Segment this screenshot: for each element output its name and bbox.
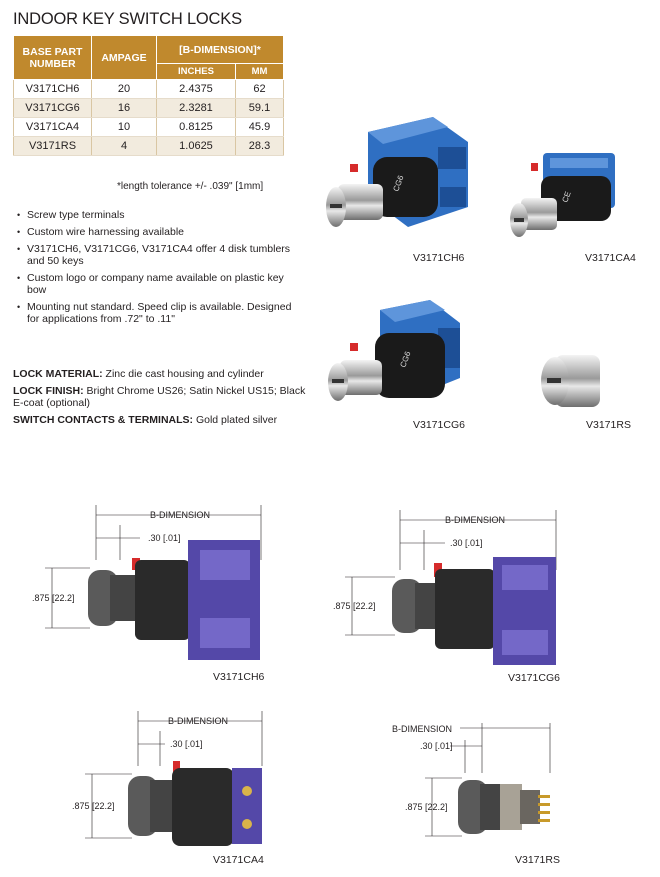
cell-amp: 16	[92, 99, 157, 118]
list-item: • Custom wire harnessing available	[17, 226, 302, 238]
cell-amp: 4	[92, 137, 157, 156]
spec-switch-contacts: SWITCH CONTACTS & TERMINALS: Gold plated silver	[13, 414, 278, 426]
cell-inches: 2.4375	[157, 80, 236, 99]
cell-part: V3171CH6	[14, 80, 92, 99]
svg-text:.875 [22.2]: .875 [22.2]	[32, 593, 75, 603]
photo-v3171cg6	[320, 298, 470, 416]
drawing-v3171ch6	[10, 500, 290, 670]
photo-v3171ca4	[505, 148, 623, 248]
cell-mm: 62	[235, 80, 283, 99]
photo-label-ca4: V3171CA4	[585, 252, 636, 264]
svg-text:B-DIMENSION: B-DIMENSION	[445, 515, 506, 525]
header-ampage: AMPAGE	[92, 36, 157, 80]
cell-inches: 1.0625	[157, 137, 236, 156]
svg-text:.30 [.01]: .30 [.01]	[420, 741, 453, 751]
drawing-v3171ca4	[60, 706, 275, 851]
switch-marking: CE	[560, 190, 573, 204]
spec-lock-finish: LOCK FINISH: Bright Chrome US26; Satin Nickel US15; Black E-coat (optional)	[13, 385, 306, 409]
photo-v3171ch6	[318, 112, 478, 247]
spec-lock-material: LOCK MATERIAL: Zinc die cast housing and cylinder	[13, 368, 264, 380]
header-b-dimension: [B-DIMENSION]*	[157, 36, 284, 64]
drawing-v3171rs	[392, 718, 560, 848]
header-base-part-number: BASE PART NUMBER	[14, 36, 92, 80]
photo-label-rs: V3171RS	[586, 419, 631, 431]
spec-table	[13, 35, 284, 156]
header-inches: INCHES	[157, 64, 236, 80]
svg-text:.875 [22.2]: .875 [22.2]	[405, 802, 448, 812]
photo-label-cg6: V3171CG6	[413, 419, 465, 431]
drawing-label-ca4: V3171CA4	[213, 854, 264, 866]
list-item: • Screw type terminals	[17, 209, 302, 221]
switch-marking: CG6	[398, 350, 413, 369]
switch-marking: CG6	[391, 174, 406, 193]
drawing-label-cg6: V3171CG6	[508, 672, 560, 684]
cell-part: V3171CG6	[14, 99, 92, 118]
material-specs	[13, 368, 313, 431]
table-row	[14, 118, 284, 137]
svg-text:.875 [22.2]: .875 [22.2]	[72, 801, 115, 811]
page-title: INDOOR KEY SWITCH LOCKS	[13, 10, 242, 28]
drawing-label-ch6: V3171CH6	[213, 671, 265, 683]
drawing-label-rs: V3171RS	[515, 854, 560, 866]
table-row	[14, 137, 284, 156]
drawing-v3171cg6	[330, 505, 560, 670]
cell-part: V3171RS	[14, 137, 92, 156]
svg-text:B-DIMENSION: B-DIMENSION	[392, 724, 453, 734]
tolerance-note: *length tolerance +/- .039" [1mm]	[117, 181, 264, 192]
svg-text:.875 [22.2]: .875 [22.2]	[333, 601, 376, 611]
svg-text:.30 [.01]: .30 [.01]	[148, 533, 181, 543]
feature-list	[17, 209, 302, 330]
svg-text:B-DIMENSION: B-DIMENSION	[150, 510, 211, 520]
svg-text:.30 [.01]: .30 [.01]	[450, 538, 483, 548]
cell-mm: 59.1	[235, 99, 283, 118]
table-row	[14, 99, 284, 118]
cell-amp: 20	[92, 80, 157, 99]
photo-v3171rs	[535, 345, 607, 415]
table-row	[14, 80, 284, 99]
svg-text:B-DIMENSION: B-DIMENSION	[168, 716, 229, 726]
cell-part: V3171CA4	[14, 118, 92, 137]
list-item: • V3171CH6, V3171CG6, V3171CA4 offer 4 disk tumblers and 50 keys	[17, 243, 302, 267]
header-mm: MM	[235, 64, 283, 80]
cell-inches: 2.3281	[157, 99, 236, 118]
cell-mm: 45.9	[235, 118, 283, 137]
cell-inches: 0.8125	[157, 118, 236, 137]
list-item: • Custom logo or company name available on plastic key bow	[17, 272, 302, 296]
cell-amp: 10	[92, 118, 157, 137]
list-item: • Mounting nut standard. Speed clip is available. Designed for applications from .72" to .11"	[17, 301, 302, 325]
photo-label-ch6: V3171CH6	[413, 252, 465, 264]
svg-text:.30 [.01]: .30 [.01]	[170, 739, 203, 749]
cell-mm: 28.3	[235, 137, 283, 156]
